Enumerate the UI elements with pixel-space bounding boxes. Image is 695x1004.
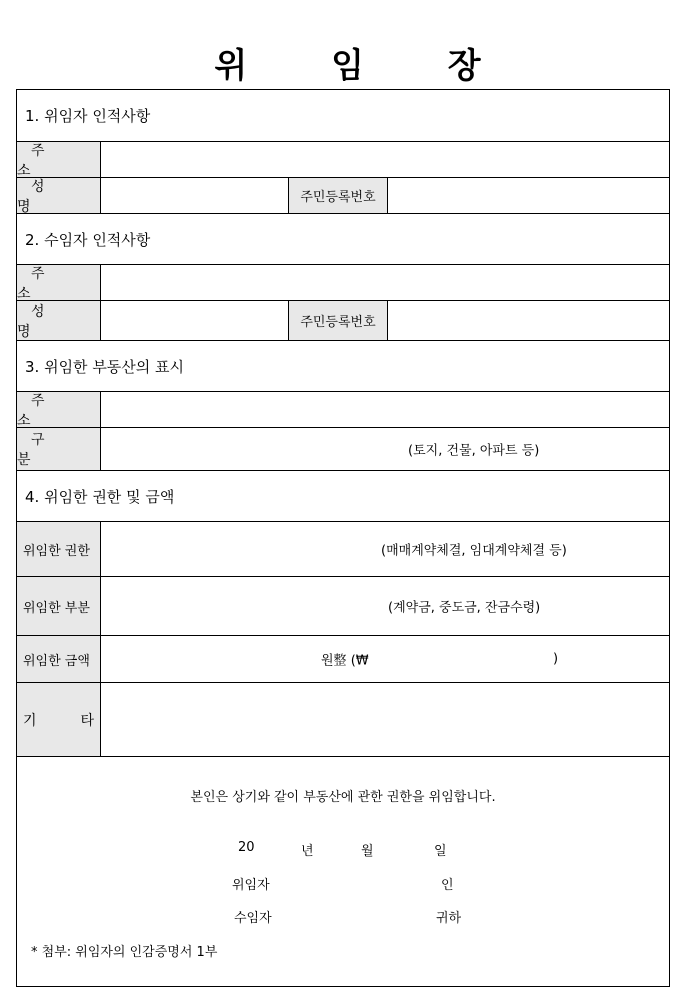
section4-etc-row — [17, 683, 669, 757]
delegate-label: 수임자 — [234, 911, 272, 926]
section4-part-field[interactable] — [101, 577, 669, 635]
attachment-note: * 첨부: 위임자의 인감증명서 1부 — [31, 945, 218, 960]
declaration-text: 본인은 상기와 같이 부동산에 관한 권한을 위임합니다. — [190, 790, 496, 805]
section4-authority-hint: (매매계약체결, 임대계약체결 등) — [381, 543, 567, 559]
document-title: 위 임 장 — [214, 46, 517, 86]
section4-etc-field[interactable] — [101, 683, 669, 756]
declaration-block — [17, 757, 669, 986]
date-month: 월 — [361, 844, 374, 859]
section2-heading: 2. 수임자 인적사항 — [17, 214, 669, 265]
section4-part-row — [17, 577, 669, 636]
section3-address-row — [17, 392, 669, 428]
section3-type-hint: (토지, 건물, 아파트 등) — [408, 443, 540, 459]
section2-id-field[interactable] — [388, 301, 669, 340]
section1-address-row — [17, 142, 669, 178]
section4-authority-row — [17, 522, 669, 577]
section3-address-label: 주 소 — [17, 392, 101, 427]
section2-address-label: 주 소 — [17, 265, 101, 300]
delegator-label: 위임자 — [232, 878, 270, 893]
section4-amount-text: 원整 (₩ — [321, 653, 369, 669]
date-day: 일 — [434, 844, 447, 859]
section4-authority-label: 위임한 권한 — [17, 522, 101, 576]
section2-name-row — [17, 301, 669, 341]
section4-part-label: 위임한 부분 — [17, 577, 101, 635]
section3-type-label: 구 분 — [17, 428, 101, 470]
section3-heading: 3. 위임한 부동산의 표시 — [17, 341, 669, 392]
section4-heading: 4. 위임한 권한 및 금액 — [17, 471, 669, 522]
section4-etc-label — [17, 683, 101, 756]
delegate-suffix: 귀하 — [436, 911, 462, 926]
section1-address-field[interactable] — [101, 142, 669, 177]
section4-etc-label-2: 타 — [80, 712, 94, 729]
section3-address-field[interactable] — [101, 392, 669, 427]
date-year: 년 — [301, 844, 314, 859]
delegator-seal: 인 — [441, 878, 454, 893]
section1-address-label: 주 소 — [17, 142, 101, 177]
section1-name-label: 성 명 — [17, 178, 101, 213]
section2-address-row — [17, 265, 669, 301]
section4-amount-field[interactable] — [101, 636, 669, 682]
section4-etc-label-1: 기 — [23, 712, 37, 729]
section2-address-field[interactable] — [101, 265, 669, 300]
section2-name-field[interactable] — [101, 301, 288, 340]
section4-amount-row — [17, 636, 669, 683]
section1-id-field[interactable] — [388, 178, 669, 213]
delegation-form — [16, 89, 670, 987]
section4-amount-label: 위임한 금액 — [17, 636, 101, 682]
section2-id-label: 주민등록번호 — [288, 301, 388, 340]
date-year-prefix: 20 — [238, 840, 255, 855]
section2-name-label: 성 명 — [17, 301, 101, 340]
section4-part-hint: (계약금, 중도금, 잔금수령) — [388, 600, 541, 616]
section3-type-row — [17, 428, 669, 471]
section1-name-row — [17, 178, 669, 214]
section4-amount-close: ) — [553, 651, 559, 667]
section3-type-field[interactable] — [101, 428, 669, 470]
section1-id-label: 주민등록번호 — [288, 178, 388, 213]
section1-name-field[interactable] — [101, 178, 288, 213]
section1-heading: 1. 위임자 인적사항 — [17, 90, 669, 142]
